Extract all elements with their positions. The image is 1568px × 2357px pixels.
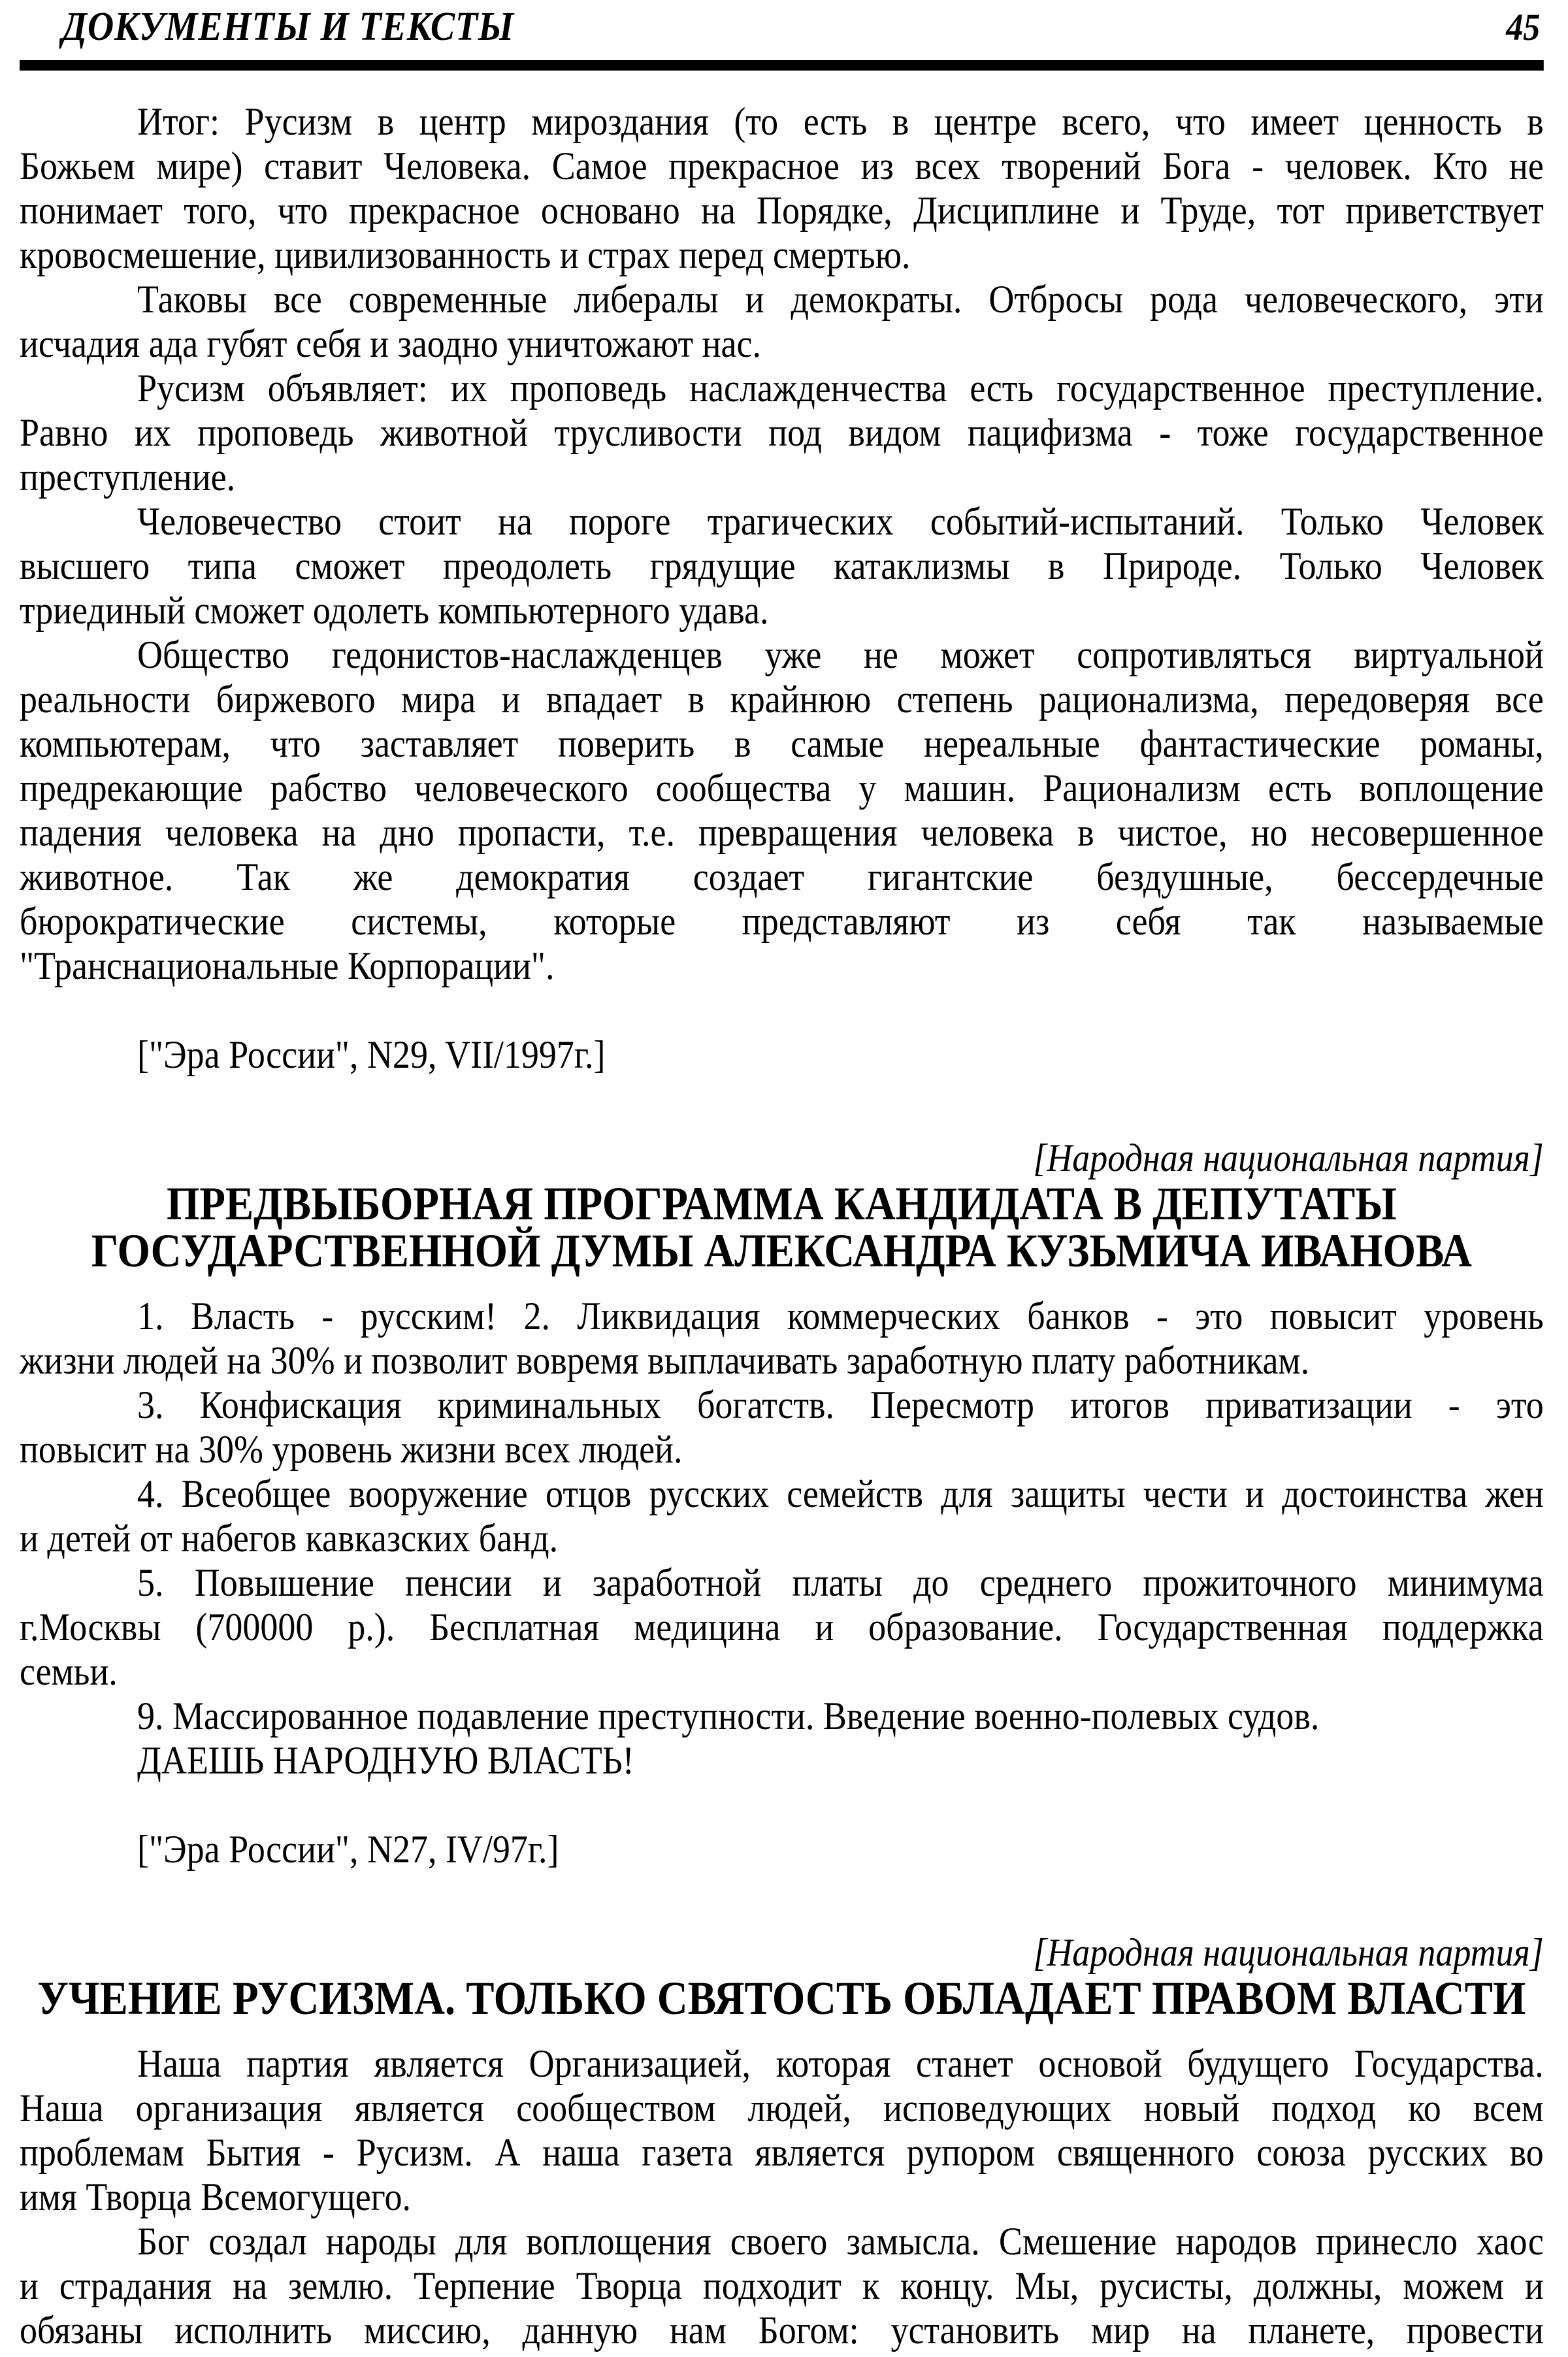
section-heading (20, 1178, 1544, 1277)
source-citation: ["Эра России", N27, IV/97г.] (137, 1828, 559, 1871)
body-paragraph (20, 277, 1544, 366)
text-line: 3. Конфискация криминальных богатств. Пересмотр итогов приватизации - это (137, 1383, 1544, 1426)
text-line: Равно их проповедь животной трусливости под видом пацифизма - тоже государственное (20, 411, 1544, 454)
running-title: ДОКУМЕНТЫ И ТЕКСТЫ (61, 5, 514, 49)
body-paragraph (20, 2041, 1544, 2219)
text-line: семьи. (20, 1650, 118, 1693)
party-attribution: [Народная национальная партия] (1033, 1136, 1544, 1179)
body-paragraph (20, 499, 1544, 633)
text-line: Бог создал народы для воплощения своего замысла. Смешение народов принесло хаос (137, 2220, 1544, 2263)
text-line: компьютерам, что заставляет поверить в самые нереальные фантастические романы, (20, 722, 1544, 765)
text-line: Человечество стоит на пороге трагических событий-испытаний. Только Человек (137, 500, 1544, 543)
body-paragraph (20, 99, 1544, 277)
text-line: животное. Так же демократия создает гигантские бездушные, бессердечные (20, 855, 1544, 898)
body-paragraph (20, 633, 1544, 988)
page-number: 45 (1506, 6, 1541, 48)
text-line: Божьем мире) ставит Человека. Самое прекрасное из всех творений Бога - человек. Кто не (20, 144, 1544, 188)
heading-line: ПРЕДВЫБОРНАЯ ПРОГРАММА КАНДИДАТА В ДЕПУТАТЫ (166, 1178, 1397, 1230)
text-line: высшего типа сможет преодолеть грядущие катаклизмы в Природе. Только Человек (20, 544, 1544, 587)
body-paragraph (20, 1560, 1544, 1694)
page-content (20, 0, 1544, 2352)
text-line: кровосмешение, цивилизованность и страх перед смертью. (20, 233, 911, 276)
body-paragraph (20, 1694, 1544, 1738)
heading-line: ГОСУДАРСТВЕННОЙ ДУМЫ АЛЕКСАНДРА КУЗЬМИЧА ИВАНОВА (91, 1225, 1472, 1277)
text-line: преступление. (20, 455, 236, 499)
text-line: триединый сможет одолеть компьютерного удава. (20, 589, 769, 632)
text-line: жизни людей на 30% и позволит вовремя выплачивать заработную плату работникам. (20, 1339, 1310, 1382)
body-paragraph (20, 2219, 1544, 2352)
text-line: ДАЕШЬ НАРОДНУЮ ВЛАСТЬ! (137, 1739, 634, 1782)
header-rule (20, 60, 1544, 71)
body-paragraph (20, 366, 1544, 499)
body-paragraph (20, 1472, 1544, 1560)
text-line: падения человека на дно пропасти, т.е. превращения человека в чистое, но несовершенное (20, 811, 1544, 854)
text-line: 1. Власть - русским! 2. Ликвидация коммерческих банков - это повысит уровень (137, 1294, 1544, 1338)
text-line: проблемам Бытия - Русизм. А наша газета является рупором священного союза русских во (20, 2131, 1544, 2174)
body-paragraph (20, 1294, 1544, 1383)
text-line: Таковы все современные либералы и демократы. Отбросы рода человеческого, эти (137, 278, 1544, 321)
text-line: предрекающие рабство человеческого сообщества у машин. Рационализм есть воплощение (20, 766, 1544, 810)
text-line: бюрократические системы, которые представляют из себя так называемые (20, 900, 1544, 943)
text-line: 5. Повышение пенсии и заработной платы до среднего прожиточного минимума (137, 1561, 1544, 1604)
body-paragraph (20, 1738, 1544, 1783)
text-line: Наша организация является сообществом людей, исповедующих новый подход ко всем (20, 2086, 1544, 2130)
text-line: исчадия ада губят себя и заодно уничтожают нас. (20, 322, 761, 365)
document-body (20, 99, 1544, 2352)
text-line: реальности биржевого мира и впадает в крайнюю степень рационализма, передоверяя все (20, 678, 1544, 721)
text-line: и страдания на землю. Терпение Творца подходит к концу. Мы, русисты, должны, можем и (20, 2264, 1544, 2307)
heading-line: УЧЕНИЕ РУСИЗМА. ТОЛЬКО СВЯТОСТЬ ОБЛАДАЕТ ПРАВОМ ВЛАСТИ (37, 1972, 1526, 2024)
text-line: "Транснациональные Корпорации". (20, 944, 555, 987)
text-line: Итог: Русизм в центр мироздания (то есть в центре всего, что имеет ценность в (137, 100, 1544, 143)
text-line: Наша партия является Организацией, которая станет основой будущего Государства. (137, 2042, 1544, 2085)
text-line: Русизм объявляет: их проповедь наслажденчества есть государственное преступление. (137, 367, 1544, 410)
text-line: имя Творца Всемогущего. (20, 2175, 411, 2218)
text-line: г.Москвы (700000 р.). Бесплатная медицина и образование. Государственная поддержка (20, 1606, 1544, 1649)
text-line: 9. Массированное подавление преступности. Введение военно-полевых судов. (137, 1694, 1320, 1738)
text-line: и детей от набегов кавказских банд. (20, 1517, 559, 1560)
section-heading (20, 1972, 1544, 2024)
body-paragraph (20, 1383, 1544, 1472)
party-attribution: [Народная национальная партия] (1033, 1931, 1544, 1974)
text-line: повысит на 30% уровень жизни всех людей. (20, 1428, 683, 1471)
page-header (20, 0, 1544, 54)
text-line: обязаны исполнить миссию, данную нам Богом: установить мир на планете, провести (20, 2309, 1544, 2352)
text-line: 4. Всеобщее вооружение отцов русских семейств для защиты чести и достоинства жен (137, 1472, 1544, 1515)
source-citation: ["Эра России", N29, VII/1997г.] (137, 1033, 606, 1076)
text-line: понимает того, что прекрасное основано на Порядке, Дисциплине и Труде, тот приветствует (20, 189, 1544, 232)
text-line: Общество гедонистов-наслажденцев уже не может сопротивляться виртуальной (137, 633, 1544, 676)
